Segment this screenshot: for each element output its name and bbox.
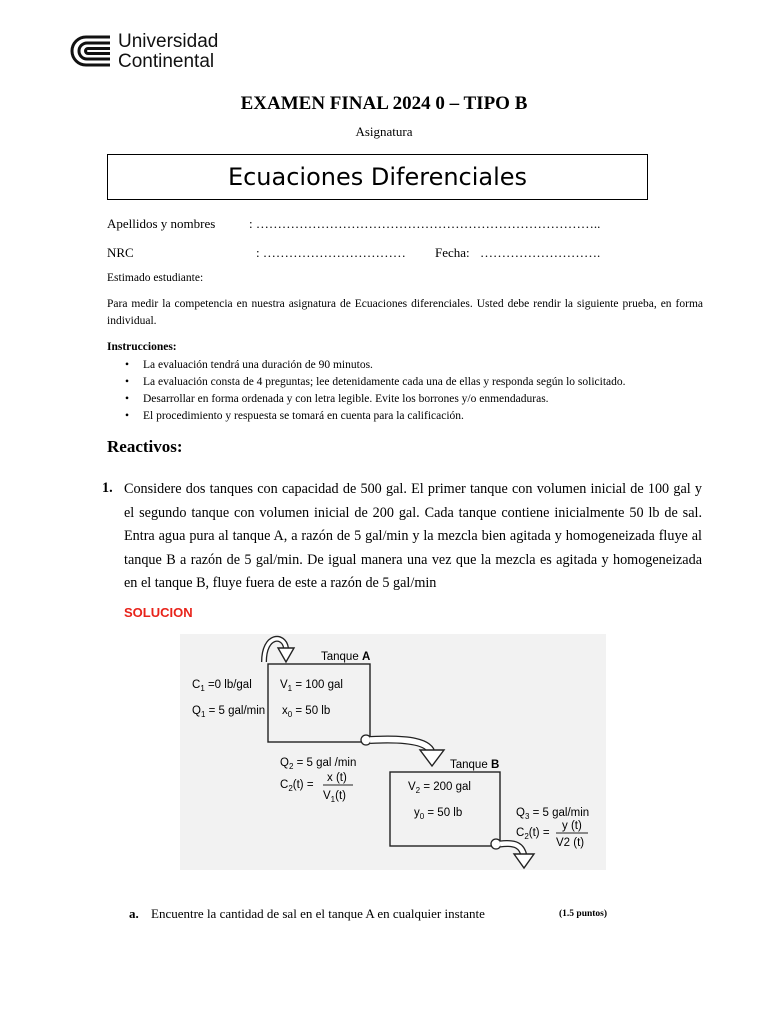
nrc-label: NRC: [107, 245, 134, 260]
date-field[interactable]: ……………………….: [480, 245, 601, 260]
v2-label: $V_2 = 200$ gal: [408, 781, 471, 795]
part-a-points: (1.5 puntos): [559, 909, 608, 919]
question-text: Considere dos tanques con capacidad de 500 gal. El primer tanque con volumen inicial de 100 gal y el segundo tanque con volumen inicial de 200 gal. Cada tanque contiene inicialmente 50 lb de sal. Entra agua pura al tanque A, a razón de 5 gal/min y la mezcla bien agitada y homogeneizada fluye al tanque B a razón de 5 gal/min. De igual manera una vez que la mezcla es agitada y homogeneizada en el tanque B, fluye fuera de este a razón de 5 gal/min: [124, 481, 702, 591]
flow-arrow-a-to-b-icon: [361, 735, 444, 766]
instruction-item: • El procedimiento y respuesta se tomará en cuenta para la calificación.: [125, 408, 725, 425]
university-name-line1: Universidad: [118, 31, 219, 52]
tank-b-label: Tanque B: [450, 759, 500, 771]
c2-numerator-a: x (t): [327, 772, 347, 784]
greeting: Estimado estudiante:: [107, 272, 204, 284]
university-name-line2: Continental: [118, 51, 215, 72]
solution-label: SOLUCION: [124, 605, 193, 620]
instructions-list: [107, 357, 725, 425]
x0-label: $x_0 = 50$ lb: [282, 705, 331, 719]
v1-label: $V_1 = 100$ gal: [280, 679, 343, 693]
university-logo: [68, 34, 112, 68]
name-field[interactable]: : ……………………………………………………………………..: [249, 216, 601, 231]
name-label: Apellidos y nombres: [107, 216, 216, 231]
course-name: Ecuaciones Diferenciales: [227, 163, 528, 191]
reactivos-heading: Reactivos:: [107, 437, 183, 456]
c1-label: $C_1 =0$ lb/gal: [192, 679, 252, 693]
university-logo-icon: [68, 34, 112, 68]
intro-paragraph: Para medir la competencia en nuestra asignatura de Ecuaciones diferenciales. Usted debe rendir la siguiente prueba, en forma individual.: [107, 298, 703, 327]
q1-label: $Q_1 = 5$ gal/min: [192, 705, 266, 719]
inflow-arrow-icon: [264, 639, 294, 662]
q2-label: $Q_2 = 5$ gal /min: [280, 757, 357, 771]
tank-a-rect: [268, 664, 370, 742]
part-a-text: Encuentre la cantidad de sal en el tanque A en cualquier instante: [151, 906, 485, 921]
subject-label: Asignatura: [355, 124, 413, 139]
y0-label: $y_0 = 50$ lb: [414, 807, 463, 821]
c2-denominator-a: $V_1(t)$: [323, 790, 346, 804]
tanks-diagram: [180, 634, 606, 870]
c2-formula-a: $C_2(t)$ =: [280, 779, 314, 793]
part-a-letter: a.: [129, 906, 139, 921]
question-number: 1.: [102, 480, 113, 496]
date-label: Fecha:: [435, 245, 470, 260]
tank-a-label: Tanque A: [321, 651, 371, 663]
c2-numerator-b: y (t): [562, 820, 582, 832]
c2-denominator-b: V2 (t): [556, 837, 585, 849]
q3-label: $Q_3 = 5$ gal/min: [516, 807, 590, 821]
nrc-field[interactable]: : ……………………………: [256, 245, 406, 260]
exam-title: EXAMEN FINAL 2024 0 – TIPO B: [240, 93, 528, 114]
c2-formula-b: $C_2(t)$ =: [516, 827, 550, 841]
instruction-item: • La evaluación consta de 4 preguntas; lee detenidamente cada una de ellas y responda según lo solicitado.: [125, 374, 725, 391]
course-name-box: [107, 154, 648, 200]
instruction-item: • Desarrollar en forma ordenada y con letra legible. Evite los borrones y/o enmendaduras.: [125, 391, 725, 408]
outflow-arrow-icon: [491, 839, 534, 868]
instructions-heading: Instrucciones:: [107, 341, 177, 353]
tanks-diagram-svg: [180, 634, 606, 870]
instruction-item: • La evaluación tendrá una duración de 90 minutos.: [125, 357, 725, 374]
